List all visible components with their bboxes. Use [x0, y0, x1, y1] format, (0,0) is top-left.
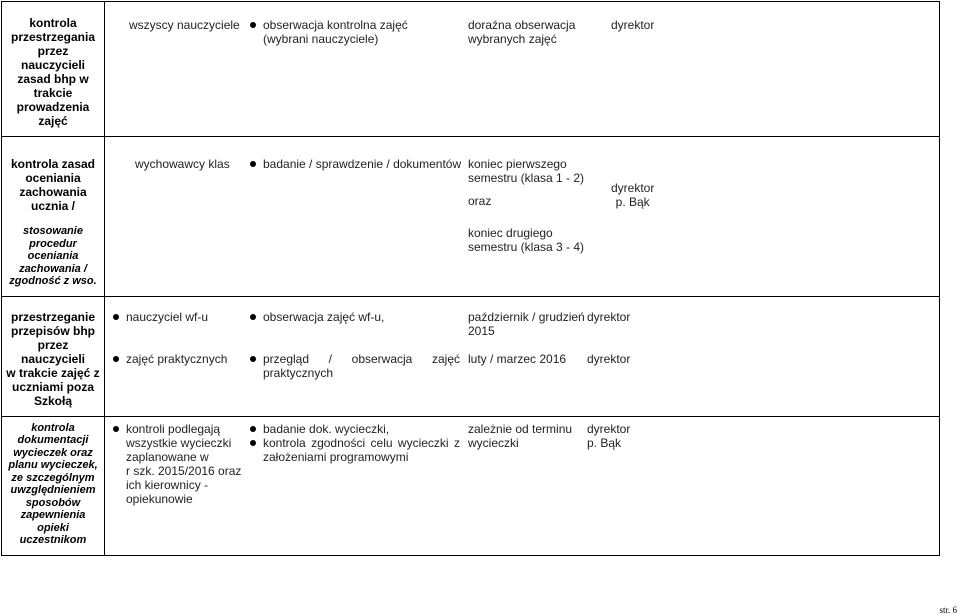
responsible-text: dyrektor: [611, 18, 655, 32]
form-text: obserwacja kontrolna zajęć (wybrani nauczyciele): [245, 18, 414, 46]
responsible-text: dyrektor: [587, 351, 631, 366]
responsible-text: dyrektor p. Bąk: [611, 181, 655, 209]
topic-cell: kontrola dokumentacji wycieczek oraz planu wycieczek, ze szczególnym uwzględnieniem sposobów zapewnienia opieki uczestnikom: [2, 416, 105, 555]
who-text: kontroli podlegają wszystkie wycieczki zaplanowane w r szk. 2015/2016 oraz ich kierownicy - opiekunowie: [108, 422, 247, 506]
term-text: październik / grudzień 2015: [468, 309, 585, 338]
form-text: badanie / sprawdzenie / dokumentów: [245, 157, 467, 171]
form-text: badanie dok. wycieczki,: [245, 422, 395, 436]
who-text: wszyscy nauczyciele: [129, 18, 240, 32]
term-text: luty / marzec 2016: [468, 351, 567, 366]
details-cell: [105, 137, 940, 297]
who-item: zajęć praktycznych: [108, 352, 233, 366]
topic-cell: kontrola przestrzegania przez nauczycieli zasad bhp w trakcie prowadzenia zajęć: [2, 2, 105, 137]
topic-cell: kontrola zasad oceniania zachowania ucznia / stosowanie procedur oceniania zachowania / zgodność z wso.: [2, 137, 105, 297]
responsible-text: dyrektor: [587, 309, 631, 324]
table-row: [2, 416, 940, 555]
table-row: [2, 137, 940, 297]
term-text: zależnie od terminu wycieczki: [468, 421, 573, 450]
details-cell: [105, 2, 940, 137]
term-text: koniec pierwszego semestru (klasa 1 - 2) oraz koniec drugiego semestru (klasa 3 - 4): [468, 157, 585, 254]
responsible-text: dyrektor p. Bąk: [587, 421, 631, 450]
term-text: doraźna obserwacja wybranych zajęć: [468, 18, 576, 46]
details-cell: [105, 296, 940, 416]
form-text: kontrola zgodności celu wycieczki z założeniami programowymi: [245, 436, 466, 464]
topic-cell: przestrzeganie przepisów bhp przez nauczycieli w trakcie zajęć z uczniami poza Szkołą: [2, 296, 105, 416]
who-text: wychowawcy klas: [135, 157, 230, 171]
form-text: obserwacja zajęć wf-u,: [245, 310, 390, 324]
control-plan-table: [1, 1, 940, 556]
details-cell: [105, 416, 940, 555]
table-row: [2, 296, 940, 416]
who-item: nauczyciel wf-u: [108, 310, 214, 324]
table-row: [2, 2, 940, 137]
page-number: str. 6: [939, 605, 957, 615]
form-text: przegląd / obserwacja zajęć praktycznych: [245, 352, 466, 380]
